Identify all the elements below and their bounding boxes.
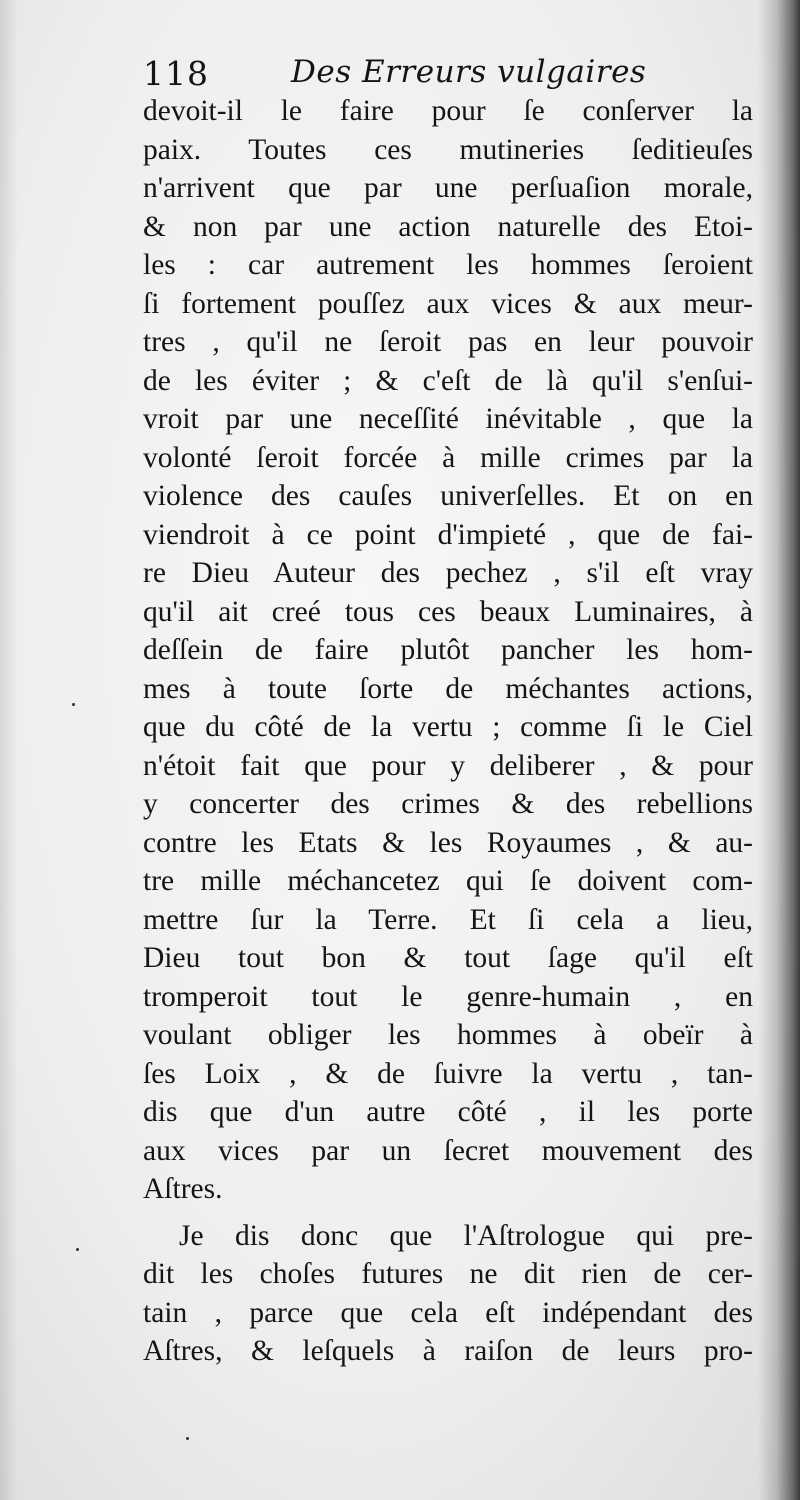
text-line: Aſtres, & leſquels à raiſon de leurs pro- — [143, 1335, 753, 1367]
text-line: mes à toute ſorte de méchantes actions, — [143, 672, 753, 705]
text-line: dit les choſes futures ne dit rien de cer- — [143, 1258, 753, 1290]
text-line: tain , parce que cela eſt indépendant des — [143, 1296, 753, 1329]
text-line: ſi fortement pouſſez aux vices & aux meur- — [143, 287, 753, 320]
text-line: paix. Toutes ces mutineries ſeditieuſes — [143, 133, 753, 166]
ink-speck — [186, 1437, 189, 1440]
text-line: vroit par une neceſſité inévitable , que la — [143, 403, 753, 435]
paragraph-2 — [143, 1217, 753, 1371]
text-line: dis que d'un autre côté , il les porte — [143, 1096, 753, 1128]
text-line: contre les Etats & les Royaumes , & au- — [143, 826, 753, 859]
text-line: devoit-il le faire pour ſe conſerver la — [143, 95, 753, 127]
text-line: qu'il ait creé tous ces beaux Luminaires, à — [143, 595, 753, 628]
ink-speck — [72, 703, 75, 706]
paragraph-1 — [143, 92, 753, 1209]
text-line: aux vices par un ſecret mouvement des — [143, 1134, 753, 1167]
page-number: 118 — [143, 54, 209, 93]
text-line: ſes Loix , & de ſuivre la vertu , tan- — [143, 1057, 753, 1090]
running-head: Des Erreurs vulgaires — [291, 54, 647, 90]
text-line: tres , qu'il ne ſeroit pas en leur pouvoir — [143, 326, 753, 358]
text-line: les : car autrement les hommes ſeroient — [143, 249, 753, 281]
text-line: tromperoit tout le genre-humain , en — [143, 980, 753, 1013]
text-line: & non par une action naturelle des Etoi- — [143, 210, 753, 243]
text-line: violence des cauſes univerſelles. Et on en — [143, 480, 753, 512]
body-text — [143, 92, 753, 1371]
text-line: n'étoit fait que pour y deliberer , & pour — [143, 749, 753, 782]
paragraph-gap — [143, 1209, 753, 1217]
text-line: volonté ſeroit forcée à mille crimes par la — [143, 441, 753, 474]
text-line: Je dis donc que l'Aſtrologue qui pre- — [179, 1219, 753, 1252]
text-line: re Dieu Auteur des pechez , s'il eſt vray — [143, 557, 753, 589]
text-line: y concerter des crimes & des rebellions — [143, 788, 753, 820]
text-line: n'arrivent que par une perſuaſion morale, — [143, 172, 753, 204]
page-left-edge-shadow — [0, 0, 18, 1500]
text-line: que du côté de la vertu ; comme ſi le Ciel — [143, 711, 753, 743]
text-line: mettre ſur la Terre. Et ſi cela a lieu, — [143, 903, 753, 936]
text-line: deſſein de faire plutôt pancher les hom- — [143, 634, 753, 666]
text-line: de les éviter ; & c'eſt de là qu'il s'enſui- — [143, 364, 753, 397]
text-line: Aſtres. — [143, 1173, 223, 1205]
text-line: tre mille méchancetez qui ſe doivent com- — [143, 865, 753, 897]
text-line: viendroit à ce point d'impieté , que de fai- — [143, 518, 753, 551]
page-header — [143, 52, 763, 92]
text-line: Dieu tout bon & tout ſage qu'il eſt — [143, 942, 753, 974]
ink-speck — [76, 1248, 79, 1251]
text-line: voulant obliger les hommes à obeïr à — [143, 1019, 753, 1051]
binding-gutter-shadow — [758, 0, 800, 1500]
